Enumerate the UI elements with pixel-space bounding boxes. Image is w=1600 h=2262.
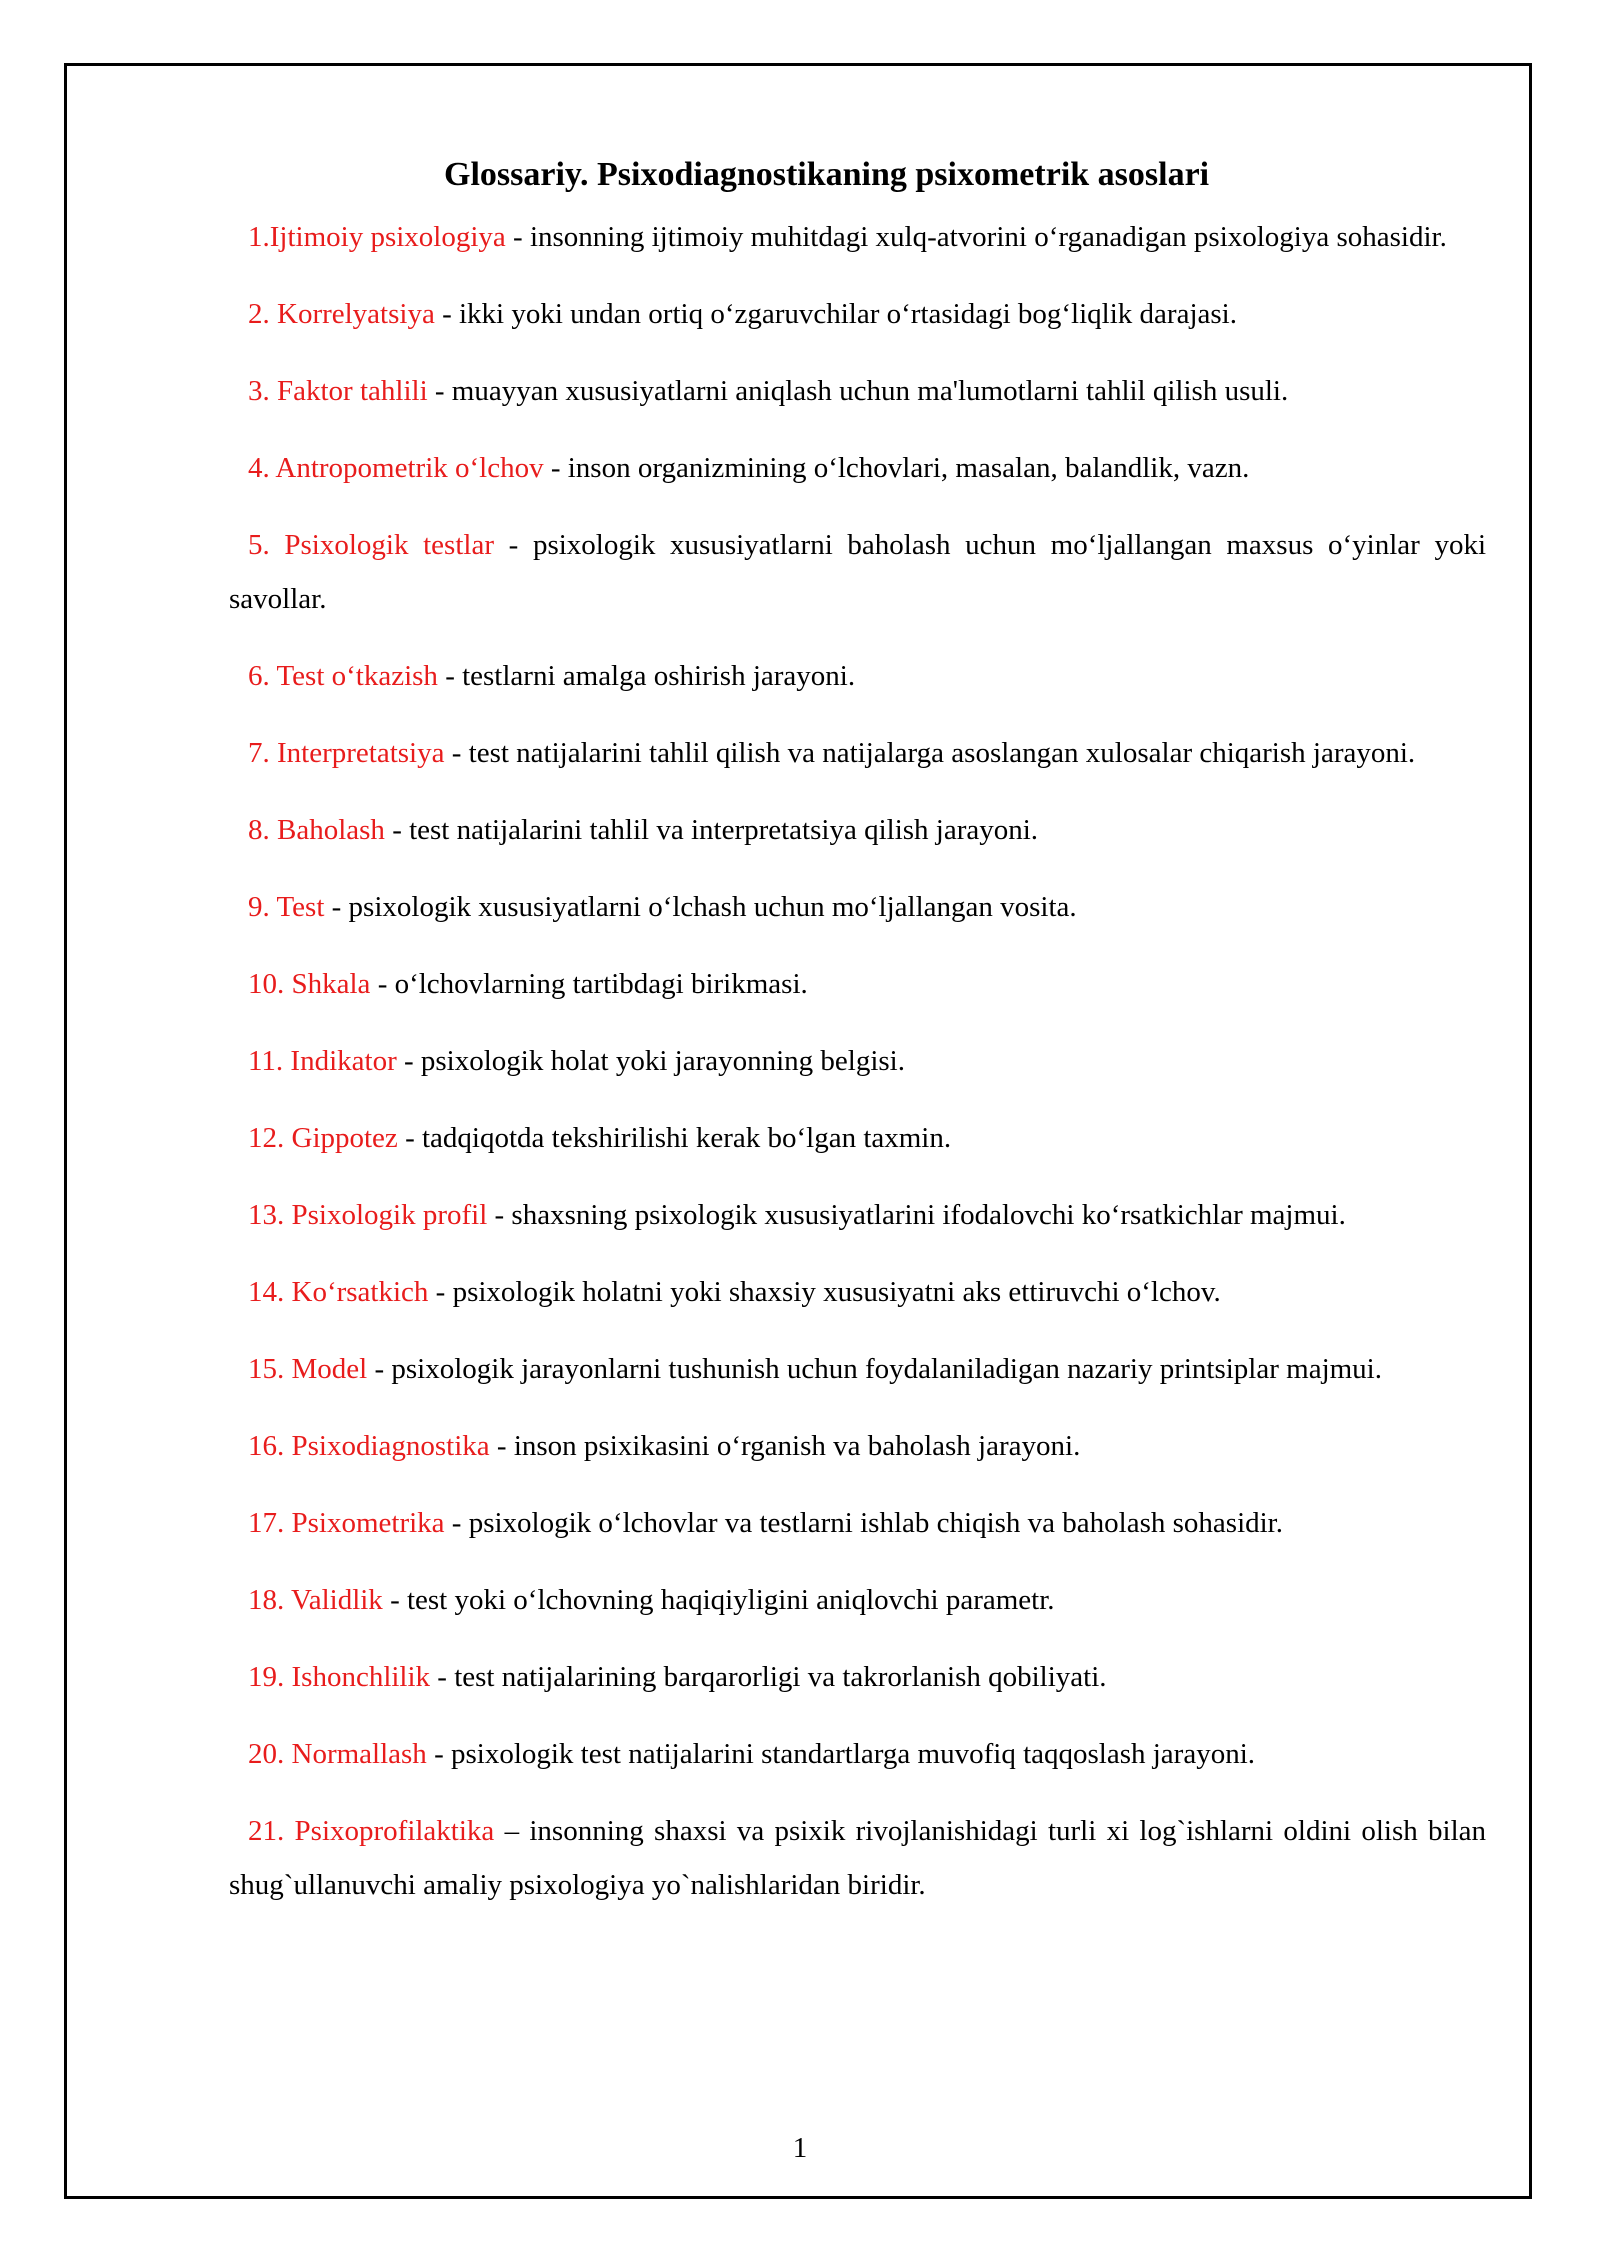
glossary-definition: - psixologik test natijalarini standartlarga muvofiq taqqoslash jarayoni. xyxy=(426,1738,1256,1770)
glossary-entry xyxy=(229,880,1486,934)
glossary-term: 17. Psixometrika xyxy=(248,1507,445,1539)
page-number: 1 xyxy=(792,2132,808,2164)
glossary-definition: - inson organizmining o‘lchovlari, masalan, balandlik, vazn. xyxy=(543,452,1250,484)
glossary-entry xyxy=(229,441,1486,495)
glossary-term: 16. Psixodiagnostika xyxy=(248,1430,490,1462)
glossary-entry xyxy=(229,1804,1486,1912)
glossary-definition: - ikki yoki undan ortiq o‘zgaruvchilar o‘rtasidagi bog‘liqlik darajasi. xyxy=(434,298,1237,330)
glossary-entry xyxy=(229,1265,1486,1319)
glossary-entry xyxy=(229,1188,1486,1242)
glossary-list xyxy=(229,210,1486,1912)
glossary-definition: - tadqiqotda tekshirilishi kerak bo‘lgan taxmin. xyxy=(397,1122,952,1154)
glossary-entry xyxy=(229,1342,1486,1396)
glossary-term: 19. Ishonchlilik xyxy=(248,1661,431,1693)
glossary-definition: - psixologik holatni yoki shaxsiy xususiyatni aks ettiruvchi o‘lchov. xyxy=(428,1276,1221,1308)
glossary-definition: - shaxsning psixologik xususiyatlarini ifodalovchi ko‘rsatkichlar majmui. xyxy=(487,1199,1346,1231)
glossary-entry xyxy=(229,726,1486,780)
glossary-term: 11. Indikator xyxy=(248,1045,397,1077)
glossary-term: 18. Validlik xyxy=(248,1584,383,1616)
glossary-entry xyxy=(229,1650,1486,1704)
glossary-term: 21. Psixoprofilaktika xyxy=(248,1815,495,1847)
glossary-entry xyxy=(229,1111,1486,1165)
glossary-entry xyxy=(229,957,1486,1011)
glossary-entry xyxy=(229,1573,1486,1627)
glossary-definition: - testlarni amalga oshirish jarayoni. xyxy=(437,660,856,692)
glossary-term: 6. Test o‘tkazish xyxy=(248,660,438,692)
glossary-definition: - psixologik o‘lchovlar va testlarni ishlab chiqish va baholash sohasidir. xyxy=(444,1507,1283,1539)
glossary-term: 5. Psixologik testlar xyxy=(248,529,494,561)
glossary-term: 15. Model xyxy=(248,1353,368,1385)
glossary-entry xyxy=(229,1419,1486,1473)
glossary-entry xyxy=(229,1034,1486,1088)
glossary-entry xyxy=(229,287,1486,341)
document-title: Glossariy. Psixodiagnostikaning psixometrik asoslari xyxy=(444,156,1210,193)
glossary-entry xyxy=(229,210,1486,264)
glossary-definition: - psixologik xususiyatlarni o‘lchash uchun mo‘ljallangan vosita. xyxy=(324,891,1077,923)
glossary-definition: - test natijalarining barqarorligi va takrorlanish qobiliyati. xyxy=(430,1661,1107,1693)
glossary-definition: - inson psixikasini o‘rganish va baholash jarayoni. xyxy=(489,1430,1081,1462)
glossary-definition: - test natijalarini tahlil va interpretatsiya qilish jarayoni. xyxy=(384,814,1039,846)
glossary-entry xyxy=(229,1496,1486,1550)
glossary-definition: – insonning shaxsi va psixik rivojlanishidagi turli xi log`ishlarni oldini olish bilan shug`ullanuvchi amaliy psixologiya yo`nalishlaridan biridir. xyxy=(229,1815,1487,1901)
glossary-term: 12. Gippotez xyxy=(248,1122,398,1154)
glossary-term: 4. Antropometrik o‘lchov xyxy=(248,452,544,484)
glossary-definition: - test natijalarini tahlil qilish va natijalarga asoslangan xulosalar chiqarish jarayoni. xyxy=(444,737,1416,769)
glossary-term: 2. Korrelyatsiya xyxy=(248,298,435,330)
glossary-definition: - psixologik holat yoki jarayonning belgisi. xyxy=(396,1045,905,1077)
glossary-term: 1.Ijtimoiy psixologiya xyxy=(248,221,506,253)
glossary-entry xyxy=(229,649,1486,703)
document-body xyxy=(229,150,1486,1935)
glossary-definition: - insonning ijtimoiy muhitdagi xulq-atvorini o‘rganadigan psixologiya sohasidir. xyxy=(505,221,1447,253)
glossary-definition: - o‘lchovlarning tartibdagi birikmasi. xyxy=(370,968,808,1000)
glossary-entry xyxy=(229,803,1486,857)
glossary-term: 7. Interpretatsiya xyxy=(248,737,445,769)
glossary-term: 8. Baholash xyxy=(248,814,385,846)
glossary-definition: - psixologik xususiyatlarni baholash uchun mo‘ljallangan maxsus o‘yinlar yoki savollar. xyxy=(229,529,1487,615)
glossary-term: 9. Test xyxy=(248,891,325,923)
glossary-term: 20. Normallash xyxy=(248,1738,427,1770)
glossary-term: 3. Faktor tahlili xyxy=(248,375,428,407)
glossary-definition: - muayyan xususiyatlarni aniqlash uchun ma'lumotlarni tahlil qilish usuli. xyxy=(427,375,1289,407)
glossary-term: 14. Ko‘rsatkich xyxy=(248,1276,429,1308)
glossary-entry xyxy=(229,518,1486,626)
glossary-term: 13. Psixologik profil xyxy=(248,1199,488,1231)
glossary-entry xyxy=(229,364,1486,418)
glossary-definition: - test yoki o‘lchovning haqiqiyligini aniqlovchi parametr. xyxy=(382,1584,1055,1616)
glossary-term: 10. Shkala xyxy=(248,968,371,1000)
glossary-entry xyxy=(229,1727,1486,1781)
glossary-definition: - psixologik jarayonlarni tushunish uchun foydalaniladigan nazariy printsiplar majmui. xyxy=(367,1353,1382,1385)
